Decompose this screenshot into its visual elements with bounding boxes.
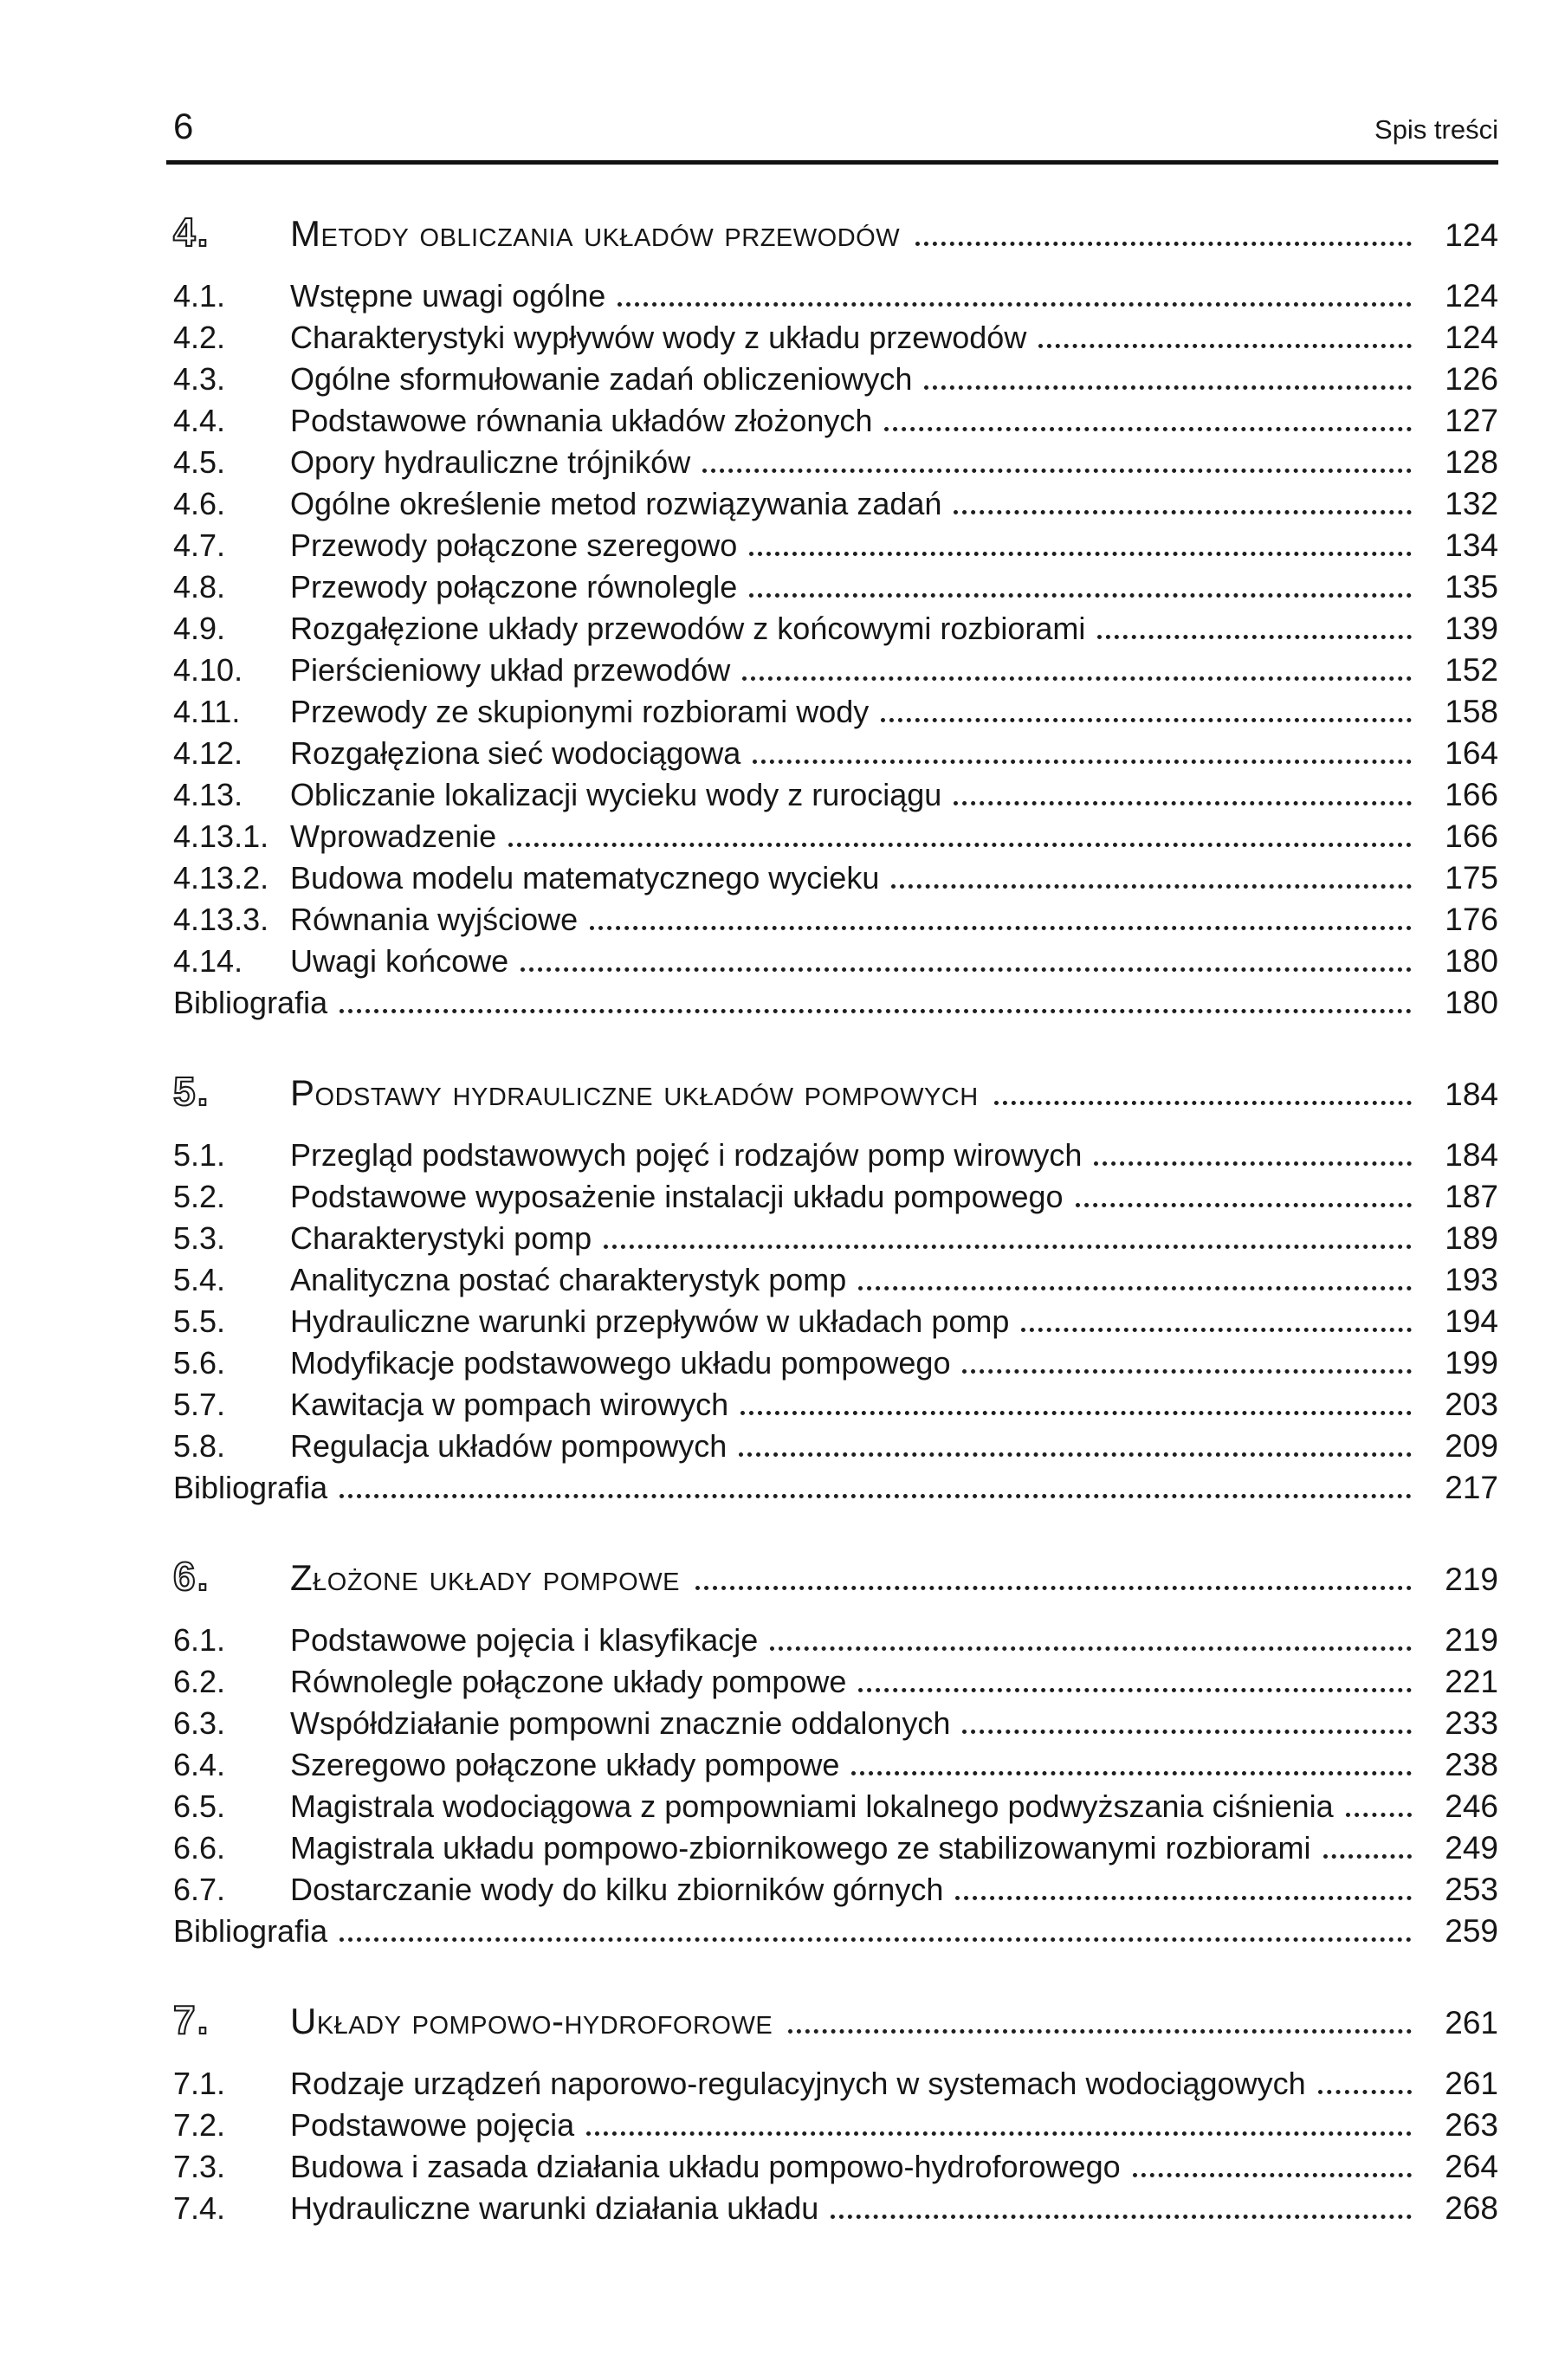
section-title: Przegląd podstawowych pojęć i rodzajów pomp wirowych: [290, 1137, 1083, 1173]
toc-entry-row: [173, 1218, 1498, 1259]
chapter-page: 219: [1445, 1562, 1498, 1597]
toc-entry-row: [173, 1620, 1498, 1661]
section-number: 6.4.: [173, 1747, 226, 1782]
section-title: Obliczanie lokalizacji wycieku wody z rurociągu: [290, 777, 942, 812]
leader-dots: [962, 1730, 1412, 1734]
section-page: 221: [1445, 1664, 1498, 1699]
section-page: 259: [1445, 1913, 1498, 1949]
leader-dots: [340, 1494, 1412, 1498]
toc-entry-row: [173, 857, 1498, 899]
toc: [173, 210, 1498, 2229]
section-number: 5.8.: [173, 1428, 226, 1464]
leader-dots: [521, 967, 1412, 972]
toc-entry-row: [173, 1467, 1498, 1509]
section-page: 135: [1445, 569, 1498, 605]
toc-entry-row: [173, 1135, 1498, 1176]
leader-dots: [508, 843, 1412, 847]
section-page: 253: [1445, 1872, 1498, 1907]
section-title: Wprowadzenie: [290, 818, 497, 854]
section-number: 6.6.: [173, 1830, 226, 1866]
section-title: Ogólne określenie metod rozwiązywania zadań: [290, 486, 942, 521]
leader-dots: [702, 469, 1412, 473]
section-title: Współdziałanie pompowni znacznie oddalonych: [290, 1705, 951, 1741]
section-page: 132: [1445, 486, 1498, 521]
section-number: 5.4.: [173, 1262, 226, 1297]
section-title: Podstawowe pojęcia: [290, 2107, 575, 2143]
section-page: 233: [1445, 1705, 1498, 1741]
section-page: 126: [1445, 361, 1498, 397]
section-title: Rozgałęzione układy przewodów z końcowymi rozbiorami: [290, 611, 1086, 646]
toc-entry-row: [173, 442, 1498, 483]
leader-dots: [1076, 1203, 1412, 1207]
chapter-sections: [173, 2063, 1498, 2229]
section-page: 263: [1445, 2107, 1498, 2143]
leader-dots: [915, 242, 1412, 246]
leader-dots: [695, 1586, 1412, 1590]
section-number: 4.12.: [173, 735, 243, 771]
section-title: Szeregowo połączone układy pompowe: [290, 1747, 840, 1782]
section-title: Magistrala układu pompowo-zbiornikowego ze stabilizowanymi rozbiorami: [290, 1830, 1311, 1866]
leader-dots: [590, 926, 1412, 930]
toc-entry-row: [173, 650, 1498, 691]
leader-dots: [1097, 635, 1412, 639]
section-title: Równania wyjściowe: [290, 902, 579, 937]
section-page: 152: [1445, 652, 1498, 688]
section-page: 238: [1445, 1747, 1498, 1782]
section-page: 264: [1445, 2149, 1498, 2184]
section-page: 124: [1445, 278, 1498, 314]
leader-dots: [1021, 1328, 1412, 1332]
toc-entry-row: [173, 608, 1498, 650]
toc-entry-row: [173, 2188, 1498, 2229]
leader-dots: [1323, 1854, 1412, 1859]
leader-dots: [340, 1009, 1412, 1013]
toc-entry-row: [173, 359, 1498, 400]
chapter-number: 5.: [173, 1069, 210, 1114]
section-number: 4.2.: [173, 320, 226, 355]
toc-entry-row: [173, 1426, 1498, 1467]
running-header: [173, 108, 1498, 145]
chapter-title: Złożone układy pompowe: [290, 1557, 680, 1598]
section-page: 166: [1445, 777, 1498, 812]
chapter-heading-row: [173, 210, 1498, 258]
section-title: Przewody połączone równolegle: [290, 569, 738, 605]
leader-dots: [749, 552, 1412, 556]
section-page: 127: [1445, 403, 1498, 438]
toc-entry-row: [173, 1827, 1498, 1869]
page-number: 6: [173, 106, 195, 146]
section-title: Budowa i zasada działania układu pompowo-hydroforowego: [290, 2149, 1121, 2184]
leader-dots: [340, 1937, 1412, 1942]
toc-entry-row: [173, 691, 1498, 733]
section-page: 261: [1445, 2066, 1498, 2101]
section-title: Podstawowe wyposażenie instalacji układu pompowego: [290, 1179, 1064, 1214]
section-number: 4.1.: [173, 278, 226, 314]
section-number: 6.5.: [173, 1788, 226, 1824]
section-page: 176: [1445, 902, 1498, 937]
header-rule: [166, 160, 1498, 165]
section-title: Charakterystyki pomp: [290, 1220, 592, 1256]
section-number: 5.7.: [173, 1387, 226, 1422]
chapter-page: 124: [1445, 217, 1498, 253]
section-number: 4.7.: [173, 527, 226, 563]
chapter-page: 184: [1445, 1077, 1498, 1112]
toc-entry-row: [173, 1384, 1498, 1426]
chapter-sections: [173, 1135, 1498, 1509]
section-number: 4.13.: [173, 777, 243, 812]
toc-chapter: [173, 1997, 1498, 2229]
chapter-sections: [173, 1620, 1498, 1952]
section-title: Bibliografia: [173, 985, 328, 1020]
section-number: 7.4.: [173, 2190, 226, 2226]
section-page: 249: [1445, 1830, 1498, 1866]
toc-entry-row: [173, 941, 1498, 982]
section-page: 139: [1445, 611, 1498, 646]
chapter-number: 4.: [173, 210, 210, 255]
section-title: Uwagi końcowe: [290, 943, 509, 979]
leader-dots: [1318, 2090, 1412, 2094]
section-number: 6.1.: [173, 1622, 226, 1658]
chapter-sections: [173, 275, 1498, 1024]
toc-entry-row: [173, 275, 1498, 317]
leader-dots: [954, 801, 1412, 805]
section-number: 4.9.: [173, 611, 226, 646]
leader-dots: [753, 760, 1412, 764]
section-number: 4.13.1.: [173, 818, 269, 854]
chapter-title: Podstawy hydrauliczne układów pompowych: [290, 1072, 979, 1113]
leader-dots: [749, 593, 1412, 598]
section-page: 175: [1445, 860, 1498, 896]
section-page: 194: [1445, 1303, 1498, 1339]
section-page: 187: [1445, 1179, 1498, 1214]
section-title: Rozgałęziona sieć wodociągowa: [290, 735, 741, 771]
leader-dots: [962, 1369, 1412, 1374]
section-number: 4.8.: [173, 569, 226, 605]
toc-entry-row: [173, 1176, 1498, 1218]
toc-entry-row: [173, 317, 1498, 359]
section-title: Ogólne sformułowanie zadań obliczeniowych: [290, 361, 913, 397]
section-number: 5.2.: [173, 1179, 226, 1214]
section-title: Modyfikacje podstawowego układu pompowego: [290, 1345, 951, 1381]
chapter-heading-row: [173, 1997, 1498, 2046]
chapter-heading-row: [173, 1069, 1498, 1117]
section-page: 219: [1445, 1622, 1498, 1658]
section-title: Przewody ze skupionymi rozbiorami wody: [290, 694, 870, 729]
section-page: 180: [1445, 943, 1498, 979]
toc-entry-row: [173, 733, 1498, 774]
section-title: Regulacja układów pompowych: [290, 1428, 728, 1464]
toc-entry-row: [173, 2063, 1498, 2105]
chapter-page: 261: [1445, 2005, 1498, 2040]
section-title: Analityczna postać charakterystyk pomp: [290, 1262, 847, 1297]
chapter-title: Metody obliczania układów przewodów: [290, 213, 901, 254]
chapter-title: Układy pompowo-hydroforowe: [290, 2001, 773, 2041]
toc-chapter: [173, 1554, 1498, 1952]
toc-entry-row: [173, 982, 1498, 1024]
toc-entry-row: [173, 2105, 1498, 2146]
leader-dots: [604, 1245, 1412, 1249]
section-page: 203: [1445, 1387, 1498, 1422]
leader-dots: [851, 1771, 1412, 1775]
section-number: 7.2.: [173, 2107, 226, 2143]
section-title: Wstępne uwagi ogólne: [290, 278, 606, 314]
leader-dots: [891, 884, 1412, 889]
toc-entry-row: [173, 483, 1498, 525]
section-page: 189: [1445, 1220, 1498, 1256]
leader-dots: [1346, 1813, 1412, 1817]
chapter-number: 6.: [173, 1554, 210, 1599]
section-number: 4.6.: [173, 486, 226, 521]
leader-dots: [739, 1452, 1412, 1457]
section-page: 246: [1445, 1788, 1498, 1824]
section-page: 124: [1445, 320, 1498, 355]
section-number: 6.3.: [173, 1705, 226, 1741]
section-number: 7.3.: [173, 2149, 226, 2184]
leader-dots: [955, 1896, 1412, 1900]
toc-chapter: [173, 1069, 1498, 1509]
leader-dots: [742, 676, 1412, 681]
section-page: 180: [1445, 985, 1498, 1020]
section-title: Hydrauliczne warunki działania układu: [290, 2190, 819, 2226]
section-number: 4.4.: [173, 403, 226, 438]
leader-dots: [858, 1286, 1412, 1290]
toc-chapter: [173, 210, 1498, 1024]
toc-entry-row: [173, 566, 1498, 608]
section-page: 166: [1445, 818, 1498, 854]
section-page: 268: [1445, 2190, 1498, 2226]
leader-dots: [1133, 2173, 1412, 2177]
leader-dots: [924, 385, 1412, 390]
toc-entry-row: [173, 1661, 1498, 1703]
section-page: 158: [1445, 694, 1498, 729]
toc-entry-row: [173, 1703, 1498, 1744]
section-title: Budowa modelu matematycznego wycieku: [290, 860, 880, 896]
section-title: Hydrauliczne warunki przepływów w układach pomp: [290, 1303, 1010, 1339]
section-number: 4.10.: [173, 652, 243, 688]
leader-dots: [994, 1101, 1412, 1105]
section-number: 7.1.: [173, 2066, 226, 2101]
section-number: 4.14.: [173, 943, 243, 979]
section-number: 4.13.2.: [173, 860, 269, 896]
section-page: 217: [1445, 1470, 1498, 1505]
toc-entry-row: [173, 899, 1498, 941]
section-number: 6.7.: [173, 1872, 226, 1907]
toc-entry-row: [173, 1911, 1498, 1952]
section-title: Magistrala wodociągowa z pompowniami lokalnego podwyższania ciśnienia: [290, 1788, 1334, 1824]
section-title: Kawitacja w pompach wirowych: [290, 1387, 729, 1422]
section-title: Opory hydrauliczne trójników: [290, 444, 691, 480]
toc-entry-row: [173, 774, 1498, 816]
chapter-heading-row: [173, 1554, 1498, 1602]
leader-dots: [954, 510, 1412, 514]
leader-dots: [618, 302, 1412, 307]
leader-dots: [1094, 1161, 1412, 1166]
leader-dots: [740, 1411, 1412, 1415]
toc-entry-row: [173, 1259, 1498, 1301]
section-title: Podstawowe pojęcia i klasyfikacje: [290, 1622, 759, 1658]
section-number: 5.3.: [173, 1220, 226, 1256]
section-title: Bibliografia: [173, 1470, 328, 1505]
toc-entry-row: [173, 1869, 1498, 1911]
toc-entry-row: [173, 1786, 1498, 1827]
section-number: 5.5.: [173, 1303, 226, 1339]
section-page: 193: [1445, 1262, 1498, 1297]
section-number: 4.3.: [173, 361, 226, 397]
chapter-number: 7.: [173, 1997, 210, 2042]
toc-entry-row: [173, 1301, 1498, 1342]
section-number: 4.11.: [173, 694, 241, 729]
section-page: 134: [1445, 527, 1498, 563]
leader-dots: [884, 427, 1412, 431]
leader-dots: [831, 2215, 1412, 2219]
section-page: 199: [1445, 1345, 1498, 1381]
toc-entry-row: [173, 2146, 1498, 2188]
section-page: 128: [1445, 444, 1498, 480]
section-title: Pierścieniowy układ przewodów: [290, 652, 731, 688]
section-title: Rodzaje urządzeń naporowo-regulacyjnych w systemach wodociągowych: [290, 2066, 1306, 2101]
section-number: 5.1.: [173, 1137, 226, 1173]
section-title: Równolegle połączone układy pompowe: [290, 1664, 847, 1699]
toc-entry-row: [173, 1342, 1498, 1384]
section-number: 4.5.: [173, 444, 226, 480]
toc-entry-row: [173, 400, 1498, 442]
section-page: 164: [1445, 735, 1498, 771]
toc-entry-row: [173, 525, 1498, 566]
section-title: Charakterystyki wypływów wody z układu przewodów: [290, 320, 1027, 355]
section-title: Przewody połączone szeregowo: [290, 527, 738, 563]
section-title: Dostarczanie wody do kilku zbiorników górnych: [290, 1872, 944, 1907]
leader-dots: [858, 1688, 1412, 1692]
section-number: 5.6.: [173, 1345, 226, 1381]
section-number: 6.2.: [173, 1664, 226, 1699]
leader-dots: [770, 1646, 1412, 1651]
leader-dots: [586, 2131, 1412, 2136]
leader-dots: [1038, 344, 1412, 348]
section-title: Bibliografia: [173, 1913, 328, 1949]
toc-entry-row: [173, 816, 1498, 857]
section-page: 209: [1445, 1428, 1498, 1464]
leader-dots: [788, 2029, 1412, 2034]
running-head-title: Spis treści: [1374, 114, 1498, 145]
leader-dots: [881, 718, 1412, 722]
section-page: 184: [1445, 1137, 1498, 1173]
section-title: Podstawowe równania układów złożonych: [290, 403, 873, 438]
toc-entry-row: [173, 1744, 1498, 1786]
section-number: 4.13.3.: [173, 902, 269, 937]
